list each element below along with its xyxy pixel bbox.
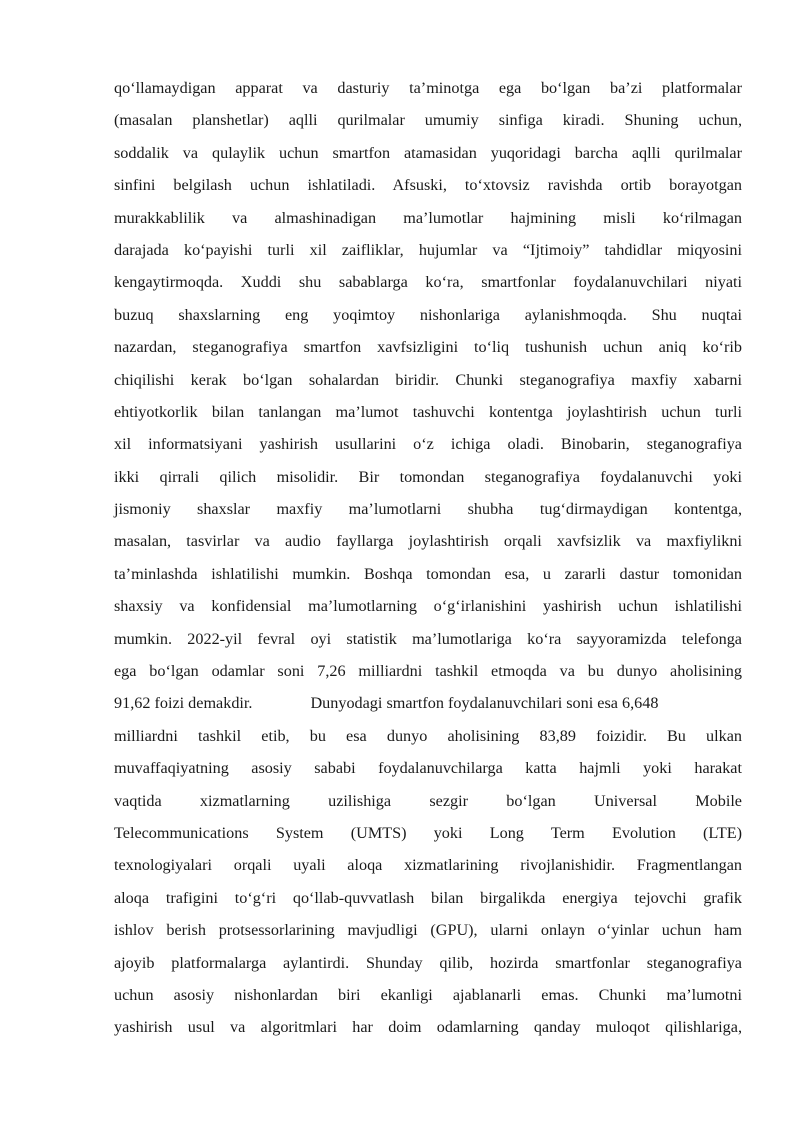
text-line: uchun asosiy nishonlardan biri ekanligi ajablanarli emas. Chunki ma’lumotni bbox=[114, 985, 742, 1004]
text-line: darajada ko‘payishi turli xil zaifliklar, hujumlar va “Ijtimoiy” tahdidlar miqyosini bbox=[114, 240, 742, 259]
text-line: yashirish usul va algoritmlari har doim odamlarning qanday muloqot qilishlariga, bbox=[114, 1018, 742, 1037]
text-line: ajoyib platformalarga aylantirdi. Shunday qilib, hozirda smartfonlar steganografiya bbox=[114, 953, 742, 972]
text-line: buzuq shaxslarning eng yoqimtoy nishonlariga aylanishmoqda. Shu nuqtai bbox=[114, 305, 742, 324]
body-text bbox=[114, 72, 742, 1044]
text-line: ega bo‘lgan odamlar soni 7,26 milliardni tashkil etmoqda va bu dunyo aholisining bbox=[114, 662, 742, 681]
text-line: qo‘llamaydigan apparat va dasturiy ta’minotga ega bo‘lgan ba’zi platformalar bbox=[114, 79, 742, 97]
text-line: Telecommunications System (UMTS) yoki Long Term Evolution (LTE) bbox=[114, 823, 742, 842]
text-line: mumkin. 2022-yil fevral oyi statistik ma’lumotlariga ko‘ra sayyoramizda telefonga bbox=[114, 629, 742, 648]
text-line: ehtiyotkorlik bilan tanlangan ma’lumot tashuvchi kontentga joylashtirish uchun turli bbox=[114, 402, 742, 421]
text-line: nazardan, steganografiya smartfon xavfsizligini to‘liq tushunish uchun aniq ko‘rib bbox=[114, 338, 742, 357]
text-line: ikki qirrali qilich misolidir. Bir tomondan steganografiya foydalanuvchi yoki bbox=[114, 467, 742, 486]
text-line: milliardni tashkil etib, bu esa dunyo aholisining 83,89 foizidir. Bu ulkan bbox=[114, 726, 742, 745]
text-line: vaqtida xizmatlarning uzilishiga sezgir bo‘lgan Universal Mobile bbox=[114, 791, 742, 810]
text-line: (masalan planshetlar) aqlli qurilmalar umumiy sinfiga kiradi. Shuning uchun, bbox=[114, 111, 742, 130]
text-line: jismoniy shaxslar maxfiy ma’lumotlarni shubha tug‘dirmaydigan kontentga, bbox=[114, 500, 742, 519]
text-line: aloqa trafigini to‘g‘ri qo‘llab-quvvatlash bilan birgalikda energiya tejovchi grafik bbox=[114, 888, 742, 907]
text-line-split bbox=[114, 687, 742, 719]
text-line: murakkablilik va almashinadigan ma’lumotlar hajmining misli ko‘rilmagan bbox=[114, 208, 742, 227]
text-line: texnologiyalari orqali uyali aloqa xizmatlarining rivojlanishidir. Fragmentlangan bbox=[114, 856, 742, 875]
text-line: soddalik va qulaylik uchun smartfon atamasidan yuqoridagi barcha aqlli qurilmalar bbox=[114, 143, 742, 162]
text-line: xil informatsiyani yashirish usullarini o‘z ichiga oladi. Binobarin, steganografiya bbox=[114, 435, 742, 454]
text-line: kengaytirmoqda. Xuddi shu sabablarga ko‘ra, smartfonlar foydalanuvchilari niyati bbox=[114, 273, 742, 292]
split-line-left: 91,62 foizi demakdir. bbox=[114, 694, 253, 713]
text-line: masalan, tasvirlar va audio fayllarga joylashtirish orqali xavfsizlik va maxfiylikni bbox=[114, 532, 742, 551]
text-line: ishlov berish protsessorlarining mavjudligi (GPU), ularni onlayn o‘yinlar uchun ham bbox=[114, 921, 742, 940]
text-line: ta’minlashda ishlatilishi mumkin. Boshqa tomondan esa, u zararli dastur tomonidan bbox=[114, 564, 742, 583]
text-line: chiqilishi kerak bo‘lgan sohalardan biridir. Chunki steganografiya maxfiy xabarni bbox=[114, 370, 742, 389]
text-line: muvaffaqiyatning asosiy sababi foydalanuvchilarga katta hajmli yoki harakat bbox=[114, 759, 742, 778]
split-line-right: Dunyodagi smartfon foydalanuvchilari soni esa 6,648 bbox=[310, 694, 659, 713]
text-line: shaxsiy va konfidensial ma’lumotlarning o‘g‘irlanishini yashirish uchun ishlatilishi bbox=[114, 597, 742, 616]
text-line: sinfini belgilash uchun ishlatiladi. Afsuski, to‘xtovsiz ravishda ortib borayotgan bbox=[114, 176, 742, 195]
